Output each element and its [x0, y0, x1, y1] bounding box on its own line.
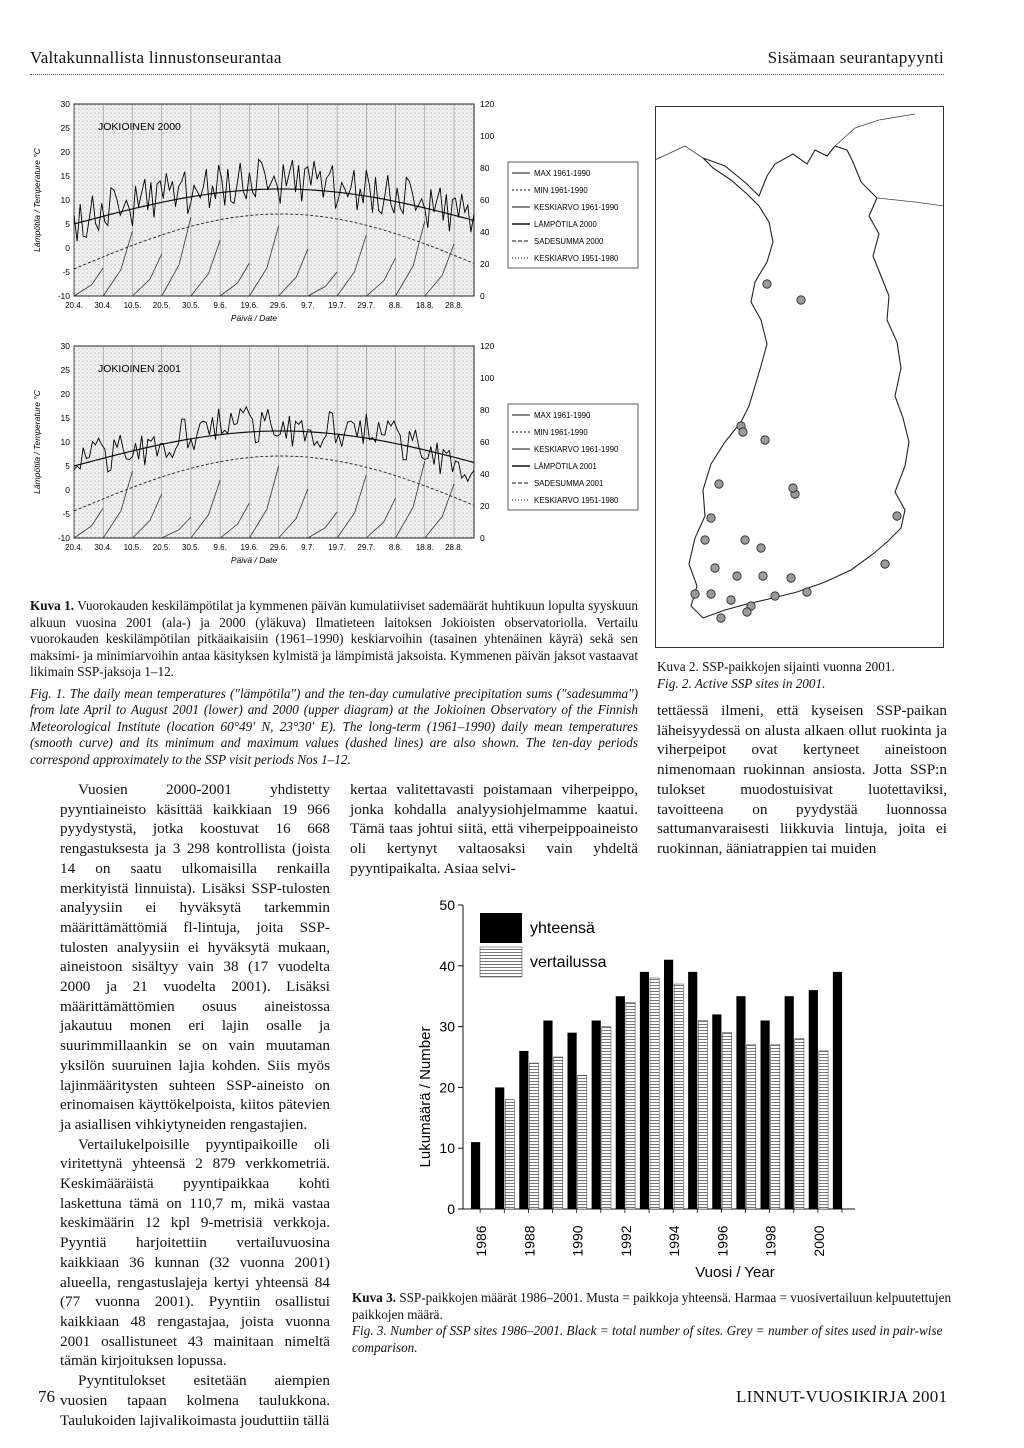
bar-total	[809, 990, 818, 1209]
y-right-tick: 100	[480, 131, 495, 141]
bar-comparison	[602, 1027, 611, 1209]
y-tick-label: 0	[447, 1201, 455, 1217]
x-tick-label: 30.4.	[94, 301, 113, 310]
bar-comparison	[795, 1039, 804, 1209]
publication-name: LINNUT-VUOSIKIRJA 2001	[736, 1387, 948, 1406]
x-tick-label: 19.6.	[240, 301, 259, 310]
bar-total	[664, 960, 673, 1209]
running-header-right: Sisämaan seurantapyynti	[767, 48, 944, 67]
x-tick-label: 9.7.	[301, 543, 315, 552]
y-left-tick: 25	[60, 365, 70, 375]
x-tick-label: 19.7.	[328, 543, 346, 552]
x-axis-label: Päivä / Date	[230, 313, 278, 323]
y-left-tick: -5	[62, 267, 70, 277]
temperature-panel-2001	[32, 341, 638, 565]
x-tick-label: 20.5.	[152, 301, 171, 310]
figure-3-bar-chart	[400, 895, 870, 1285]
figure-2-map	[655, 106, 944, 648]
body-column-2	[350, 780, 638, 879]
bar-total	[616, 996, 625, 1209]
y-right-tick: 120	[480, 99, 495, 109]
x-tick-label: 10.5.	[123, 543, 142, 552]
panel-title: JOKIOINEN 2000	[98, 121, 181, 133]
bar-comparison	[747, 1045, 756, 1209]
y-left-tick: 25	[60, 123, 70, 133]
y-right-tick: 40	[480, 469, 490, 479]
y-right-tick: 120	[480, 341, 495, 351]
x-tick-label: 30.5.	[182, 543, 200, 552]
legend-entry: KESKIARVO 1961-1990	[534, 445, 619, 454]
y-left-tick: 0	[65, 485, 70, 495]
legend-entry: KESKIARVO 1951-1980	[534, 496, 619, 505]
x-tick-label: 20.4.	[65, 301, 83, 310]
bar-total	[640, 972, 649, 1209]
bar-total	[833, 972, 842, 1209]
ssp-site-dot	[707, 590, 715, 598]
caption1-en-label: Fig. 1.	[30, 685, 66, 701]
caption3-en-label: Fig. 3.	[352, 1323, 387, 1338]
bar-comparison	[505, 1100, 514, 1209]
bar-comparison	[626, 1002, 635, 1209]
y-tick-label: 50	[439, 897, 455, 913]
bar-total	[592, 1021, 601, 1209]
ssp-site-dot	[717, 614, 725, 622]
panel-title: JOKIOINEN 2001	[98, 363, 181, 375]
paragraph: Vertailukelpoisille pyyntipaikoille oli viritettynä yhteensä 2 879 verkkometriä. Keskimääräistä pyyntipaikkaa kohti laskettuna tämä on 110,7 m, mikä vastaa keskimäärin 12 kpl 9-metrisiä verkkoja. Pyyntiä harjoitettiin vertailuvuosina kaikkiaan 36 kunnan (32 vuonna 2001) alueella, rengastuslajeja kertyi yhteensä 84 (77 vuonna 2001). Pyyntiin osallistui kaikkiaan 48 rengastajaa, joista vuonna 2001 osallistuneet 43 mainitaan nimeltä tämän kirjoituksen lopussa.	[60, 1135, 330, 1370]
y-left-tick: -5	[62, 509, 70, 519]
figure-3-caption	[352, 1290, 952, 1356]
bar-total	[471, 1142, 480, 1209]
ssp-site-dot	[803, 588, 811, 596]
y-left-tick: 30	[60, 99, 70, 109]
x-tick-label: 1994	[666, 1225, 683, 1257]
x-tick-label: 1986	[473, 1225, 490, 1257]
body-column-1	[60, 780, 330, 1430]
x-tick-label: 18.8.	[415, 543, 434, 552]
y-left-tick: 5	[65, 461, 70, 471]
x-tick-label: 30.4.	[94, 543, 113, 552]
x-tick-label: 2000	[810, 1225, 827, 1257]
caption1-en-text: The daily mean temperatures ("lämpötila") and the ten-day cumulative precipitation sums ("sadesumma") from late April to August 2001 (lower) and 2000 (upper diagram) at the Jokioinen Observatory of the Finnish Meteorological Institute (location 60°49' N, 23°30' E). The long-term (1961–1990) daily mean temperatures (smooth curve) and its minimum and maximum values (dashed lines) are also shown. The ten-day periods correspond approximately to the SSP visit periods Nos 1–12.	[30, 685, 638, 767]
paragraph: tettäessä ilmeni, että kyseisen SSP-paikan läheisyydessä on alusta alkaen ollut ruokinta ja viherpeipot ovat kertyneet aineistoon nimenomaan ruokinnan ansiosta. Jotta SSP:n tulokset muodostuisivat luotettaviksi, tavoitteena on pyydystää luonnossa sattumanvaraisesti liikkuvia lintuja, joita ei ruokinnan, ääniatrappien tai muiden	[657, 702, 947, 857]
y-left-tick: 0	[65, 243, 70, 253]
ssp-site-dot	[743, 608, 751, 616]
x-tick-label: 1998	[762, 1225, 779, 1257]
legend-swatch-total	[480, 913, 522, 943]
legend-label-comparison: vertailussa	[530, 954, 607, 971]
ssp-site-dot	[761, 436, 769, 444]
y-tick-label: 40	[439, 957, 455, 974]
caption1-fi-text: Vuorokauden keskilämpötilat ja kymmenen päivän kumulatiiviset sademäärät huhtikuun lopulta syyskuun alkuun vuosina 2001 (ala-) ja 2000 (yläkuva) Ilmatieteen laitoksen Jokioisten observatoriolla. Vertailu vuorokauden keskilämpötilan pitkäaikaisiin (1961–1990) keskiarvoihin (tasainen yhtenäinen käyrä) sekä sen maksimi- ja minimiarvoihin antaa käsityksen kylmistä ja lämpimistä jaksoista. Kymmenen päivän jaksot vastaavat likimain SSP-jaksoja 1–12.	[30, 598, 638, 679]
ssp-site-dot	[727, 596, 735, 604]
ssp-site-dot	[707, 514, 715, 522]
ssp-site-dot	[759, 572, 767, 580]
ssp-site-dot	[757, 544, 765, 552]
bar-total	[495, 1087, 504, 1209]
y-left-tick: 30	[60, 341, 70, 351]
legend-swatch-comparison	[480, 947, 522, 977]
legend-entry: KESKIARVO 1961-1990	[534, 203, 619, 212]
legend-entry: SADESUMMA 2000	[534, 237, 604, 246]
x-tick-label: 20.5.	[152, 543, 171, 552]
y-left-tick: 15	[60, 413, 70, 423]
legend-entry: SADESUMMA 2001	[534, 479, 604, 488]
bar-total	[519, 1051, 528, 1209]
y-right-tick: 20	[480, 259, 490, 269]
legend-entry: LÄMPÖTILA 2001	[534, 462, 597, 471]
bar-total	[785, 996, 794, 1209]
x-tick-label: 20.4.	[65, 543, 83, 552]
x-tick-label: 29.7.	[357, 301, 376, 310]
x-tick-label: 29.6.	[269, 543, 288, 552]
y-right-tick: 60	[480, 195, 490, 205]
ssp-site-dot	[739, 428, 747, 436]
y-right-tick: 20	[480, 501, 490, 511]
y-left-tick: 20	[60, 147, 70, 157]
legend-entry: MAX 1961-1990	[534, 411, 591, 420]
ssp-site-dot	[741, 536, 749, 544]
y-right-tick: 0	[480, 291, 485, 301]
x-axis-label: Vuosi / Year	[695, 1264, 775, 1281]
body-column-3	[657, 701, 947, 859]
ssp-site-dot	[771, 592, 779, 600]
bar-comparison	[819, 1051, 828, 1209]
caption2-en-label: Fig. 2.	[657, 675, 692, 691]
bar-total	[688, 972, 697, 1209]
x-tick-label: 1996	[714, 1225, 731, 1257]
legend-entry: MIN 1961-1990	[534, 428, 588, 437]
x-tick-label: 18.8.	[415, 301, 434, 310]
x-tick-label: 9.6.	[213, 543, 227, 552]
caption1-fi-label: Kuva 1.	[30, 598, 75, 613]
legend-entry: LÄMPÖTILA 2000	[534, 220, 597, 229]
y-axis-label: Lukumäärä / Number	[417, 1026, 434, 1168]
ssp-site-dot	[881, 560, 889, 568]
x-axis-label: Päivä / Date	[230, 555, 278, 565]
caption3-en-text: Number of SSP sites 1986–2001. Black = total number of sites. Grey = number of sites used in pair-wise comparison.	[352, 1323, 943, 1355]
x-tick-label: 1992	[617, 1225, 634, 1257]
y-left-tick: 10	[60, 437, 70, 447]
ssp-site-dot	[733, 572, 741, 580]
bar-comparison	[674, 984, 683, 1209]
temperature-panel-2000	[32, 99, 638, 323]
x-tick-label: 19.6.	[240, 543, 259, 552]
y-left-tick: -10	[57, 533, 70, 543]
caption2-en-text: Active SSP sites in 2001.	[694, 675, 826, 691]
x-tick-label: 8.8.	[388, 301, 403, 310]
ssp-site-dot	[701, 536, 709, 544]
x-tick-label: 29.7.	[357, 543, 376, 552]
y-right-tick: 0	[480, 533, 485, 543]
bar-comparison	[650, 978, 659, 1209]
bar-total	[712, 1014, 721, 1209]
bar-comparison	[771, 1045, 780, 1209]
ssp-site-dot	[763, 280, 771, 288]
x-tick-label: 10.5.	[123, 301, 142, 310]
bar-comparison	[529, 1063, 538, 1209]
ssp-site-dot	[789, 484, 797, 492]
y-left-tick: 5	[65, 219, 70, 229]
x-tick-label: 28.8.	[445, 301, 463, 310]
y-right-tick: 100	[480, 373, 495, 383]
figure-1-caption	[30, 598, 638, 768]
x-tick-label: 1990	[569, 1225, 586, 1257]
bar-comparison	[722, 1033, 731, 1209]
header-rule	[30, 74, 944, 75]
bar-total	[736, 996, 745, 1209]
figure-1	[30, 96, 640, 586]
y-tick-label: 30	[439, 1018, 455, 1035]
x-tick-label: 8.8.	[388, 543, 403, 552]
x-tick-label: 29.6.	[269, 301, 288, 310]
ssp-site-dot	[711, 564, 719, 572]
x-tick-label: 1988	[521, 1225, 538, 1257]
y-tick-label: 10	[439, 1140, 455, 1157]
bar-comparison	[578, 1075, 587, 1209]
figure-2-caption	[657, 659, 947, 692]
x-tick-label: 9.7.	[301, 301, 315, 310]
running-header-left: Valtakunnallista linnustonseurantaa	[30, 48, 282, 67]
y-tick-label: 20	[439, 1079, 455, 1096]
y-left-axis-label: Lämpötila / Temperature °C	[32, 148, 42, 252]
bar-comparison	[698, 1021, 707, 1209]
y-right-tick: 80	[480, 163, 490, 173]
ssp-site-dot	[787, 574, 795, 582]
bar-total	[568, 1033, 577, 1209]
legend-entry: MIN 1961-1990	[534, 186, 588, 195]
paragraph: Pyyntitulokset esitetään aiempien vuosien tapaan kolmena taulukkona. Taulukoiden lajivalikoimasta jouduttiin tällä	[60, 1372, 330, 1429]
x-tick-label: 9.6.	[213, 301, 227, 310]
y-right-tick: 80	[480, 405, 490, 415]
x-tick-label: 28.8.	[445, 543, 463, 552]
caption3-fi-text: SSP-paikkojen määrät 1986–2001. Musta = paikkoja yhteensä. Harmaa = vuosivertailuun kelpuutettujen paikkojen määrä.	[352, 1290, 952, 1322]
legend-entry: MAX 1961-1990	[534, 169, 591, 178]
ssp-site-dot	[797, 296, 805, 304]
y-right-tick: 60	[480, 437, 490, 447]
y-left-tick: 15	[60, 171, 70, 181]
y-left-tick: 20	[60, 389, 70, 399]
bar-total	[543, 1021, 552, 1209]
caption3-fi-label: Kuva 3.	[352, 1290, 396, 1305]
legend-entry: KESKIARVO 1951-1980	[534, 254, 619, 263]
y-left-axis-label: Lämpötila / Temperature °C	[32, 390, 42, 494]
x-tick-label: 30.5.	[182, 301, 200, 310]
caption2-fi-label: Kuva 2.	[657, 659, 699, 674]
y-right-tick: 40	[480, 227, 490, 237]
ssp-site-dot	[715, 480, 723, 488]
ssp-site-dot	[691, 590, 699, 598]
y-left-tick: 10	[60, 195, 70, 205]
legend-label-total: yhteensä	[530, 920, 595, 937]
paragraph: Vuosien 2000-2001 yhdistetty pyyntiaineisto käsittää kaikkiaan 19 966 pyydystystä, jotka koostuvat 16 668 rengastuksesta ja 3 298 kontrollista (joista 14 on saatu ulkomaisilla renkailla merkityistä linnuista). Lisäksi SSP-tulosten analyysiin ei hyväksytä tarkemmin määrittämättömiä fl-lintuja, joita SSP-tulosten analyysiin ei hyväksytä mukaan, aineistoon sisältyy vain 38 (17 vuodelta 2000 ja 21 vuodelta 2001). Lisäksi määrittämättömien osuus aineistossa jakautuu monen eri lajin osalle ja suurimmillaankin se on vain muutaman yksilön suuruinen lajia kohden. Siis myös lajinmääritysten suhteen SSP-aineisto on erinomaisen käyttökelpoista, kiitos pätevien ja asiallisen vihkiytyneiden rengastajien.	[60, 781, 330, 1133]
x-tick-label: 19.7.	[328, 301, 346, 310]
caption2-fi-text: SSP-paikkojen sijainti vuonna 2001.	[702, 659, 895, 674]
y-left-tick: -10	[57, 291, 70, 301]
bar-total	[761, 1021, 770, 1209]
page-number: 76	[38, 1387, 55, 1406]
bar-comparison	[554, 1057, 563, 1209]
paragraph: kertaa valitettavasti poistamaan viherpeippo, jonka kohdalla analyysiohjelmamme kaatui. Tämä taas johtui siitä, että viherpeippoaineisto oli kertynyt valtaosaksi vain yhdeltä pyyntipaikalta. Asiaa selvi-	[350, 781, 638, 877]
ssp-site-dot	[893, 512, 901, 520]
